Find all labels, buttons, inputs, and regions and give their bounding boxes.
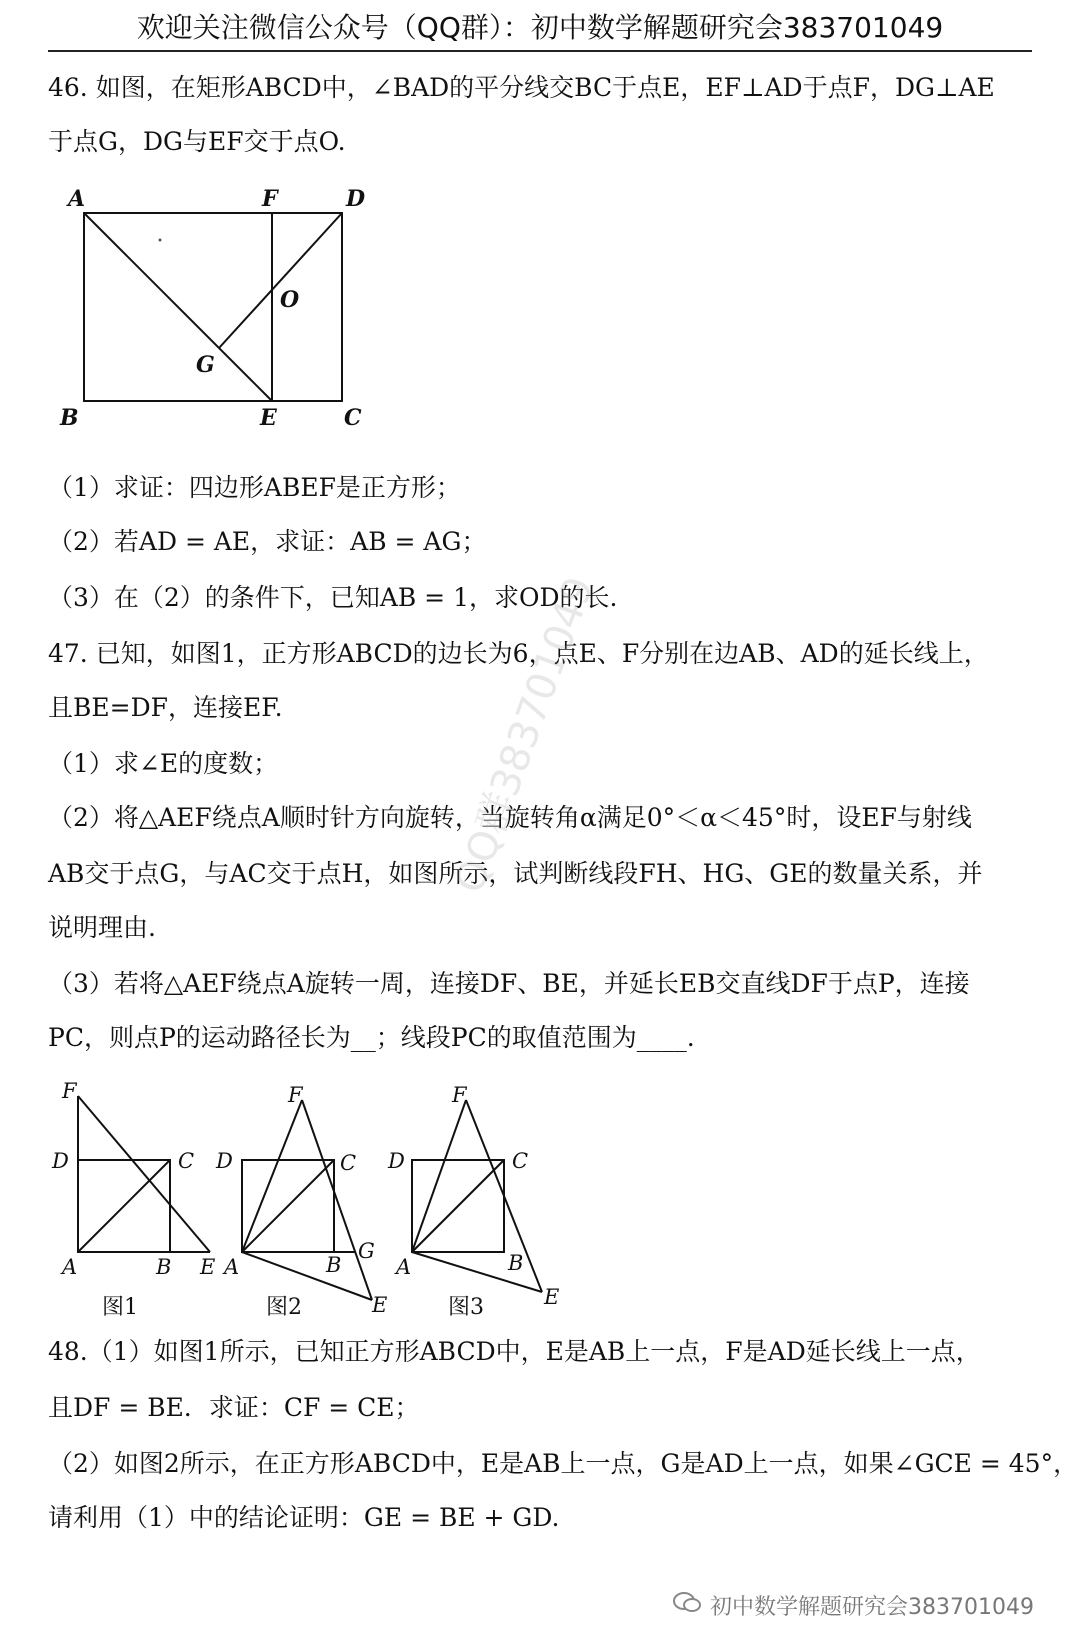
q47-part2-line3: 说明理由. (48, 913, 156, 942)
q46-part2: （2）若AD = AE，求证：AB = AG； (48, 527, 487, 556)
q46-label-e: E (260, 405, 277, 431)
segment-fe-fig3 (466, 1100, 542, 1292)
q48-part1-line2: 且DF = BE．求证：CF = CE； (48, 1393, 420, 1422)
fig1-label-f: F (62, 1079, 77, 1103)
q46-label-f: F (262, 186, 278, 212)
segment-af-fig2 (242, 1100, 302, 1252)
stray-dot (159, 239, 162, 242)
footer-text: 初中数学解题研究会383701049 (710, 1595, 1034, 1620)
fig2-label-e: E (372, 1293, 388, 1317)
fig3-caption: 图3 (448, 1295, 484, 1320)
q47-stem-line2: 且BE=DF，连接EF. (48, 693, 283, 722)
fig2-label-c: C (340, 1151, 357, 1175)
fig1-label-b: B (156, 1255, 172, 1279)
q46-label-d: D (346, 186, 366, 212)
q46-stem-line1: 46. 如图，在矩形ABCD中，∠BAD的平分线交BC于点E，EF⊥AD于点F，DG⊥AE (48, 73, 995, 102)
fig2-label-a: A (224, 1255, 240, 1279)
fig3-label-d: D (388, 1149, 405, 1173)
segment-af-fig3 (412, 1100, 466, 1252)
segment-ae-fig2 (242, 1252, 372, 1300)
q46-label-c: C (344, 405, 362, 431)
segment-dg (219, 213, 342, 348)
fig1-label-a: A (62, 1255, 78, 1279)
segment-ac-fig2 (242, 1160, 334, 1252)
fig1-caption: 图1 (102, 1295, 138, 1320)
header-divider (48, 50, 1032, 52)
fig3-label-b: B (508, 1251, 524, 1275)
q46-label-g: G (196, 352, 215, 378)
q46-label-a: A (68, 186, 86, 212)
q46-figure (48, 180, 388, 430)
q46-stem-line2: 于点G，DG与EF交于点O. (48, 127, 346, 156)
q47-part2-line1: （2）将△AEF绕点A顺时针方向旋转，当旋转角α满足0°＜α＜45°时，设EF与射线 (48, 803, 972, 832)
fig2-label-b: B (326, 1253, 342, 1277)
segment-ae (84, 213, 272, 401)
fig3-label-f: F (452, 1083, 467, 1107)
q48-part2-line1: （2）如图2所示，在正方形ABCD中，E是AB上一点，G是AD上一点，如果∠GCE = 45°， (48, 1449, 1079, 1478)
q46-label-o: O (280, 287, 300, 313)
q47-figure-3 (382, 1076, 582, 1336)
fig1-label-c: C (178, 1149, 195, 1173)
q47-stem-line1: 47. 已知，如图1，正方形ABCD的边长为6，点E、F分别在边AB、AD的延长线上， (48, 639, 989, 668)
fig3-label-a: A (396, 1255, 412, 1279)
fig2-caption: 图2 (266, 1295, 302, 1320)
segment-ac-fig1 (78, 1160, 170, 1252)
wechat-icon (672, 1590, 702, 1620)
q47-figure-1 (48, 1076, 238, 1336)
footer-watermark (672, 1590, 1034, 1621)
fig3-label-c: C (512, 1149, 529, 1173)
q46-part3: （3）在（2）的条件下，已知AB = 1，求OD的长. (48, 583, 618, 612)
fig3-label-e: E (544, 1285, 560, 1309)
fig1-label-d: D (52, 1149, 69, 1173)
q47-part1: （1）求∠E的度数； (48, 749, 279, 778)
q48-part2-line2: 请利用（1）中的结论证明：GE = BE + GD. (48, 1503, 560, 1532)
q47-part2-line2: AB交于点G，与AC交于点H，如图所示，试判断线段FH、HG、GE的数量关系，并 (48, 859, 983, 888)
segment-ac-fig3 (412, 1160, 504, 1252)
q47-part3-line2: PC，则点P的运动路径长为__；线段PC的取值范围为____. (48, 1023, 695, 1052)
watermark: QQ群383701049 (446, 571, 604, 899)
q46-part1: （1）求证：四边形ABEF是正方形； (48, 473, 461, 502)
fig1-label-e: E (200, 1255, 216, 1279)
q47-part3-line1: （3）若将△AEF绕点A旋转一周，连接DF、BE，并延长EB交直线DF于点P，连接 (48, 969, 970, 998)
q46-label-b: B (60, 405, 79, 431)
page-header: 欢迎关注微信公众号（QQ群）：初中数学解题研究会383701049 (136, 11, 944, 44)
segment-ef-fig1 (78, 1096, 210, 1252)
q48-part1-line1: 48.（1）如图1所示，已知正方形ABCD中，E是AB上一点，F是AD延长线上一点， (48, 1337, 981, 1366)
fig2-label-f: F (288, 1083, 303, 1107)
fig2-label-g: G (358, 1239, 375, 1263)
fig2-label-d: D (216, 1149, 233, 1173)
